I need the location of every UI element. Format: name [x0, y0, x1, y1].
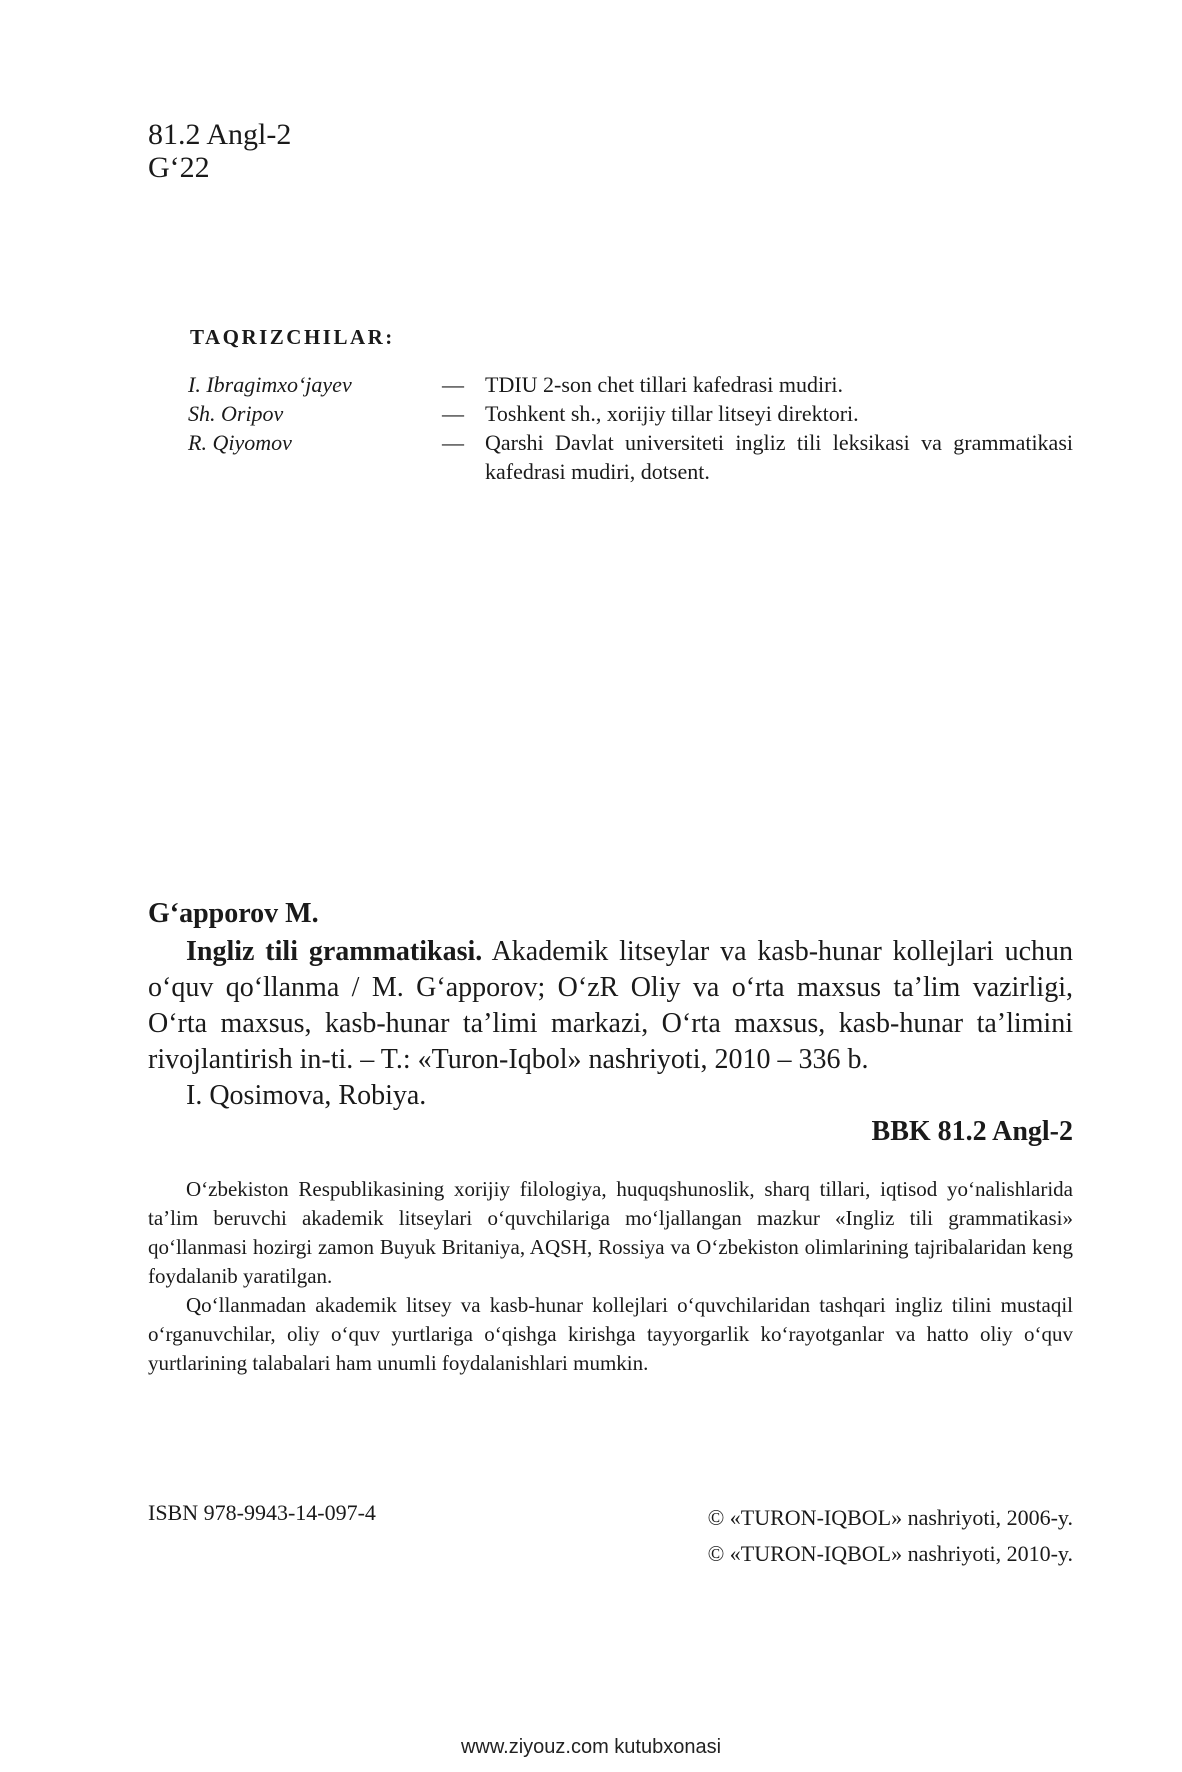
reviewer-description: Toshkent sh., xorijiy tillar litseyi direktori.: [485, 401, 859, 426]
reviewer-description: TDIU 2-son chet tillari kafedrasi mudiri.: [485, 372, 844, 397]
bibliographic-entry: [148, 896, 1073, 1150]
abstract-paragraph-1: O‘zbekiston Respublikasining xorijiy filologiya, huquqshunoslik, sharq tillari, iqtisod yo‘nalishlarida ta’lim beruvchi akademik litseylari o‘quvchilariga mo‘ljallangan mazkur «Ingliz tili grammatikasi» qo‘llanmasi hozirgi zamon Buyuk Britaniya, AQSH, Rossiya va O‘zbekiston olimlarining tajribalaridan keng foydalanib yaratilgan.: [148, 1177, 1073, 1288]
copyright-line-2: © «TURON-IQBOL» nashriyoti, 2010-y.: [707, 1541, 1073, 1566]
reviewers-heading: TAQRIZCHILAR:: [190, 325, 395, 349]
copyright-line-1: © «TURON-IQBOL» nashriyoti, 2006-y.: [707, 1505, 1073, 1530]
catalog-line-1: 81.2 Angl-2: [148, 118, 292, 151]
reviewer-description: Qarshi Davlat universiteti ingliz tili leksikasi va grammatikasi kafedrasi mudiri, dotsent.: [485, 430, 1073, 484]
abstract: [148, 1175, 1073, 1378]
copyright-notices: [708, 1500, 1073, 1572]
reviewer-row: [188, 370, 1073, 399]
reviewers-list: [188, 370, 1073, 486]
reviewer-dash: —: [442, 430, 464, 455]
book-title: Ingliz tili grammatikasi.: [186, 936, 483, 967]
reviewer-name: I. Ibragimxo‘jayev: [188, 372, 352, 397]
book-author: G‘apporov M.: [148, 898, 319, 929]
bibliographic-description: [148, 934, 1073, 1078]
catalog-code: [148, 118, 291, 184]
reviewer-dash: —: [442, 372, 464, 397]
bibliographic-body: Akademik litseylar va kasb-hunar kollejlari uchun o‘quv qo‘llanma / M. G‘apporov; O‘zR Oliy va o‘rta maxsus ta’lim vazirligi, O‘rta maxsus, kasb-hunar ta’limi markazi, O‘rta maxsus, kasb-hunar ta’limini rivojlantirish in-ti. – T.: «Turon-Iqbol» nashriyoti, 2010 – 336 b.: [148, 936, 1074, 1075]
book-editors: I. Qosimova, Robiya.: [186, 1080, 427, 1111]
abstract-paragraph-2: Qo‘llanmadan akademik litsey va kasb-hunar kollejlari o‘quvchilaridan tashqari ingliz tilini mustaqil o‘rganuvchilar, oliy o‘quv yurtlariga o‘qishga kirishga tayyorgarlik ko‘rayotganlar va hatto oliy o‘quv yurtlarining talabalari ham unumli foydalanishlari mumkin.: [148, 1293, 1073, 1375]
reviewer-name: Sh. Oripov: [188, 401, 284, 426]
reviewer-dash: —: [442, 401, 464, 426]
reviewer-row: [188, 399, 1073, 428]
bbk-code: BBK 81.2 Angl-2: [871, 1116, 1073, 1147]
catalog-line-2: G‘22: [148, 151, 210, 184]
reviewer-name: R. Qiyomov: [188, 430, 292, 455]
isbn: ISBN 978-9943-14-097-4: [148, 1500, 376, 1525]
footer-watermark: www.ziyouz.com kutubxonasi: [460, 1736, 722, 1758]
reviewer-row: [188, 428, 1073, 486]
